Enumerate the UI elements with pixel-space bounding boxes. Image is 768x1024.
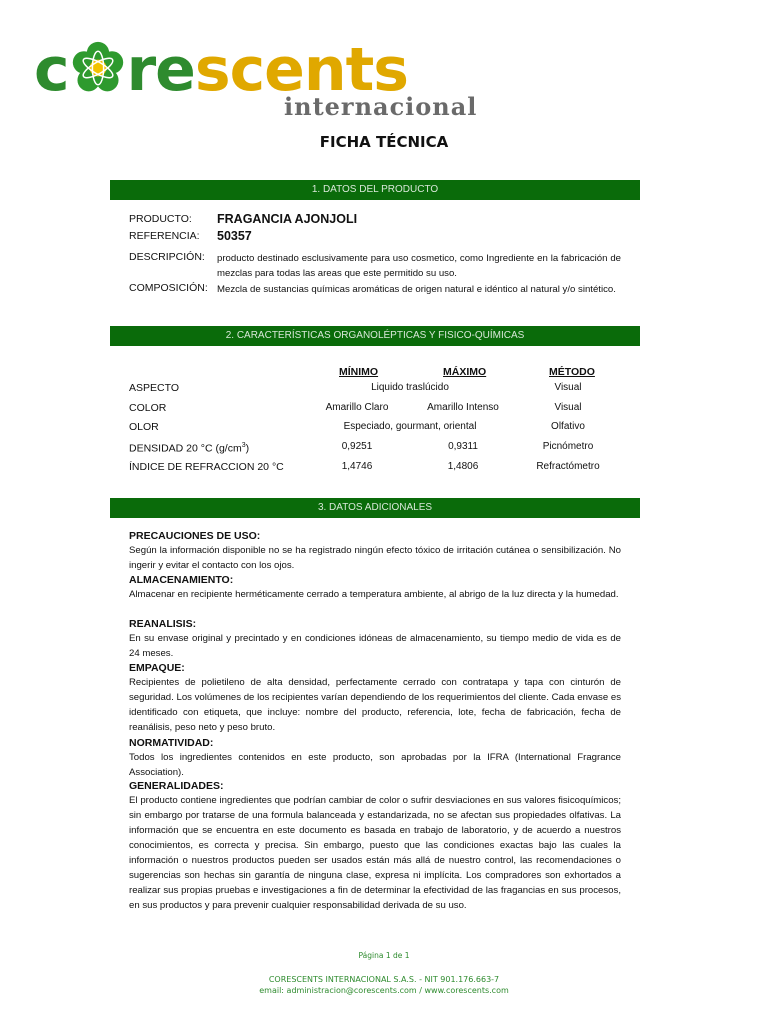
row-min-densidad: 0,9251 (341, 441, 373, 452)
logo-letters-re: re (126, 35, 195, 105)
empaque-text: Recipientes de polietileno de alta densidad, perfectamente cerrado con contratapa y tapa con cinturón de seguridad. Los volúmenes de los recipientes varían dependiendo de los requerimientos del cliente. Cada envase es identificado con etiqueta, que incluye: nombre del producto, referencia, lote, fecha de fabricación, fecha de reanálisis, peso neto y peso bruto. (129, 677, 621, 733)
page-title: FICHA TÉCNICA (319, 133, 449, 151)
producto-value: FRAGANCIA AJONJOLI (217, 212, 358, 226)
col-header-maximo: MÁXIMO (443, 366, 487, 378)
row-name-olor: OLOR (129, 421, 159, 433)
logo-subtitle: internacional (284, 92, 478, 121)
generalidades-heading: GENERALIDADES: (129, 780, 224, 792)
corescents-logo (34, 35, 478, 121)
producto-label: PRODUCTO: (129, 213, 192, 225)
flower-atom-icon (70, 40, 126, 96)
section-bar-datos-adicionales: 3. DATOS ADICIONALES (110, 498, 640, 518)
row-value-olor: Especiado, gourmant, oriental (343, 421, 477, 432)
descripcion-label: DESCRIPCIÓN: (129, 251, 205, 263)
section-bar-datos-producto: 1. DATOS DEL PRODUCTO (110, 180, 640, 200)
empaque-heading: EMPAQUE: (129, 662, 185, 674)
row-method-densidad: Picnómetro (542, 441, 594, 452)
row-name-indice: ÍNDICE DE REFRACCION 20 °C (129, 461, 284, 473)
normatividad-heading: NORMATIVIDAD: (129, 737, 214, 749)
row-name-color: COLOR (129, 402, 167, 414)
almacenamiento-text: Almacenar en recipiente herméticamente cerrado a temperatura ambiente, al abrigo de la luz directa y la humedad. (129, 589, 619, 600)
footer-page-number: Página 1 de 1 (358, 951, 410, 960)
section-bar-caracteristicas: 2. CARACTERÍSTICAS ORGANOLÉPTICAS Y FISICO-QUÍMICAS (110, 326, 640, 346)
row-method-indice: Refractómetro (536, 461, 600, 472)
precauciones-heading: PRECAUCIONES DE USO: (129, 530, 261, 542)
logo-letter-c: c (34, 35, 69, 105)
col-header-metodo: MÉTODO (549, 366, 595, 378)
row-min-color: Amarillo Claro (325, 402, 389, 413)
composicion-value: Mezcla de sustancias químicas aromáticas de origen natural e idéntico al natural y/o sintético. (217, 284, 616, 295)
generalidades-text: El producto contiene ingredientes que podrían cambiar de color o sufrir desviaciones en sus valores fisicoquímicos; sin embargo por tratarse de una formula balanceada y estandarizada, no se afectan sus propiedades olfativas. La información que se encuentra en este documento es basada en trabajo de laboratorio, y de acuerdo a nuestros conocimientos, es correcta y precisa. Sin embargo, puesto que las condiciones exactas bajo las cuales la información o nuestros productos pueden ser usados están más allá de nuestro control, las recomendaciones o sugerencias son hechas sin garantía de ninguna clase, expresa ni implícita. Los compradores son exhortados a realizar sus propias pruebas e investigaciones a fin de determinar la efectividad de las fragancias en sus procesos, en sus productos y para prevenir cualquier responsabilidad derivada de su uso. (129, 795, 621, 911)
row-method-color: Visual (554, 402, 582, 413)
row-method-olor: Olfativo (551, 421, 585, 432)
composicion-label: COMPOSICIÓN: (129, 282, 208, 294)
col-header-minimo: MÍNIMO (339, 366, 379, 378)
row-name-aspecto: ASPECTO (129, 382, 179, 394)
descripcion-value: producto destinado esclusivamente para uso cosmetico, como Ingrediente en la fabricación de mezclas para todas las areas que este permitido su uso. (217, 253, 621, 279)
footer-contact: email: administracion@corescents.com / www.corescents.com (259, 986, 509, 995)
normatividad-text: Todos los ingredientes contenidos en este producto, son aprobadas por la IFRA (International Fragrance Association). (129, 752, 621, 778)
row-value-aspecto: Liquido traslúcido (371, 382, 449, 393)
footer-company: CORESCENTS INTERNACIONAL S.A.S. - NIT 901.176.663-7 (268, 975, 500, 984)
reanalisis-heading: REANALISIS: (129, 618, 197, 630)
precauciones-text: Según la información disponible no se ha registrado ningún efecto tóxico de irritación cutánea o sensibilización. No ingerir y evitar el contacto con los ojos. (129, 545, 621, 571)
row-min-indice: 1,4746 (341, 461, 373, 472)
row-max-color: Amarillo Intenso (427, 402, 499, 413)
almacenamiento-heading: ALMACENAMIENTO: (129, 574, 234, 586)
reanalisis-text: En su envase original y precintado y en condiciones idóneas de almacenamiento, su tiempo medio de vida es de 24 meses. (129, 633, 621, 659)
referencia-label: REFERENCIA: (129, 230, 200, 242)
row-max-densidad: 0,9311 (448, 441, 478, 452)
row-max-indice: 1,4806 (447, 461, 479, 472)
row-method-aspecto: Visual (554, 382, 582, 393)
row-name-densidad: DENSIDAD 20 °C $(g/cm^3)$ (129, 442, 250, 455)
referencia-value: 50357 (217, 229, 252, 243)
logo-letters-scents: scents (194, 35, 408, 105)
